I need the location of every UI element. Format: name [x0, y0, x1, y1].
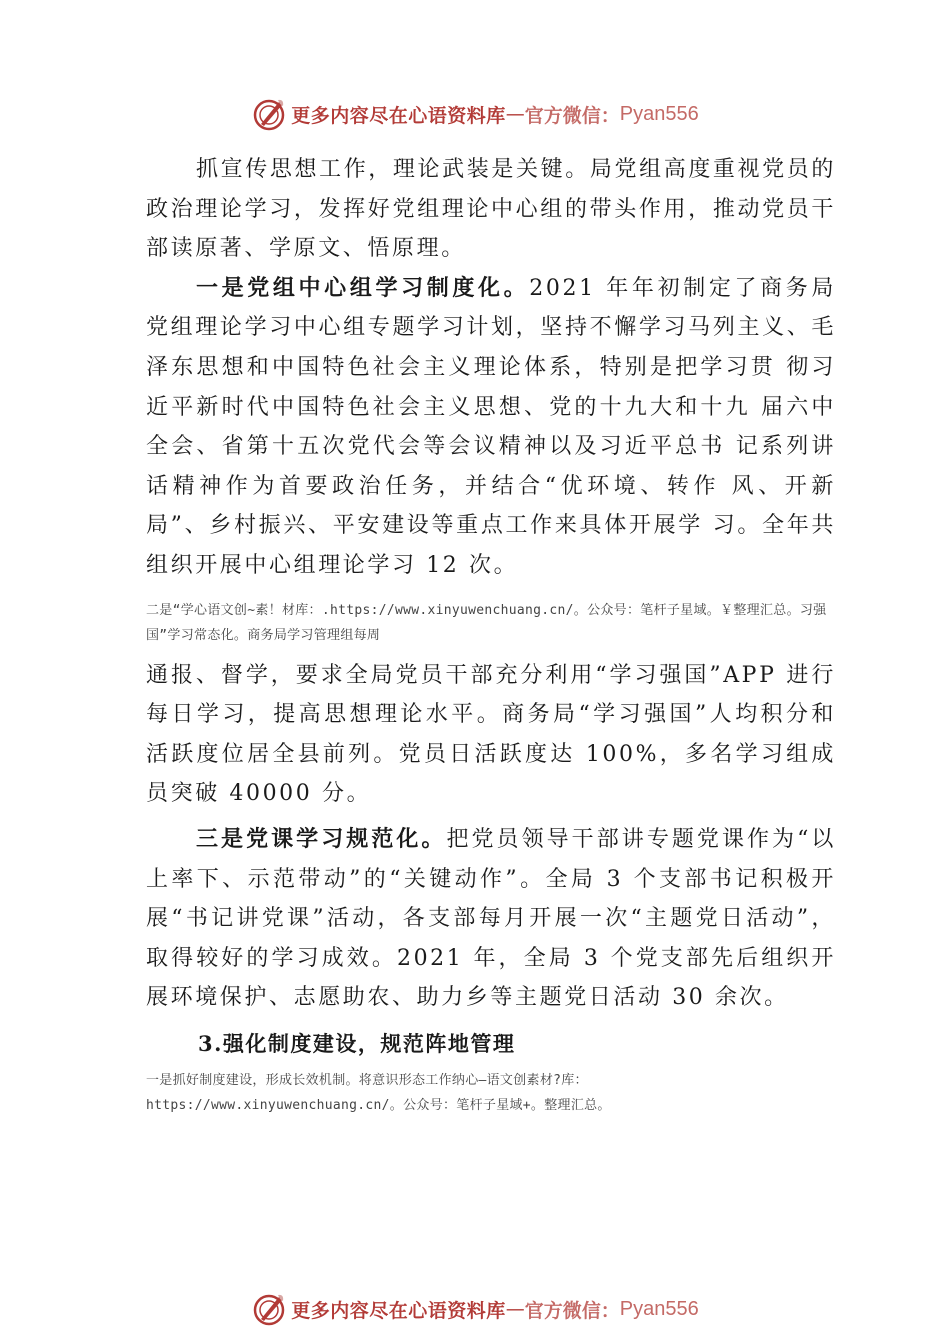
footer-wechat-id: Pyan556 [619, 1297, 699, 1320]
footer-separator: — [505, 1298, 525, 1320]
footer-banner [0, 1289, 950, 1329]
point2-paragraph: 通报、督学，要求全局党员干部充分利用“学习强国”APP 进行每日学习，提高思想理论水平。商务局“学习强国”人均积分和活跃度位居全县前列。党员日活跃度达 100%，多名学习组成员突破 40000 分。 [146, 662, 836, 807]
point3-paragraph [146, 820, 836, 1018]
document-body [146, 150, 836, 1118]
watermark-note-2: 一是抓好制度建设，形成长效机制。将意识形态工作纳心—语文创素材?库：https://www.xinyuwenchuang.cn/。公众号：笔杆子星域+。整理汇总。 [146, 1072, 611, 1113]
footer-brand: 更多内容尽在心语资料库 [291, 1299, 506, 1322]
watermark-note-1: 二是“学心语文创~素！材库：.https://www.xinyuwenchuang.cn/。公众号：笔杆子星域。￥整理汇总。习强国”学习常态化。商务局学习管理组每周 [146, 602, 827, 643]
header-wechat-id: Pyan556 [619, 102, 699, 125]
section3-heading: 3.强化制度建设，规范阵地管理 [198, 1030, 516, 1056]
header-separator: — [505, 103, 525, 125]
point3-title: 三是党课学习规范化。 [196, 825, 447, 852]
pen-logo-icon [251, 1291, 287, 1327]
point1-title: 一是党组中心组学习制度化。 [196, 274, 530, 301]
header-brand: 更多内容尽在心语资料库 [291, 104, 506, 127]
point1-paragraph [146, 269, 836, 586]
header-banner [0, 94, 950, 134]
point3-body: 把党员领导干部讲专题党课作为“以上率下、示范带动”的“关键动作”。全局 3 个支部书记积极开展“书记讲党课”活动，各支部每月开展一次“主题党日活动”，取得较好的学习成效。2021 年，全局 3 个党支部先后组织开展环境保护、志愿助农、助力乡等主题党日活动 30 余次。 [146, 826, 836, 1011]
pen-logo-icon [251, 96, 287, 132]
footer-wechat-label: 官方微信： [524, 1299, 620, 1322]
intro-paragraph: 抓宣传思想工作，理论武装是关键。局党组高度重视党员的政治理论学习，发挥好党组理论中心组的带头作用，推动党员干部读原著、学原文、悟原理。 [146, 157, 836, 262]
point1-body: 2021 年年初制定了商务局党组理论学习中心组专题学习计划，坚持不懈学习马列主义、毛泽东思想和中国特色社会主义理论体系，特别是把学习贯 彻习近平新时代中国特色社会主义思想、党的十九大和十九 届六中全会、省第十五次党代会等会议精神以及习近平总书 记系列讲话精神作为首要政治任务，并结合“优环境、转作 风、开新局”、乡村振兴、平安建设等重点工作来具体开展学 习。全年共组织开展中心组理论学习 12 次。 [146, 275, 836, 578]
header-wechat-label: 官方微信： [524, 104, 620, 127]
